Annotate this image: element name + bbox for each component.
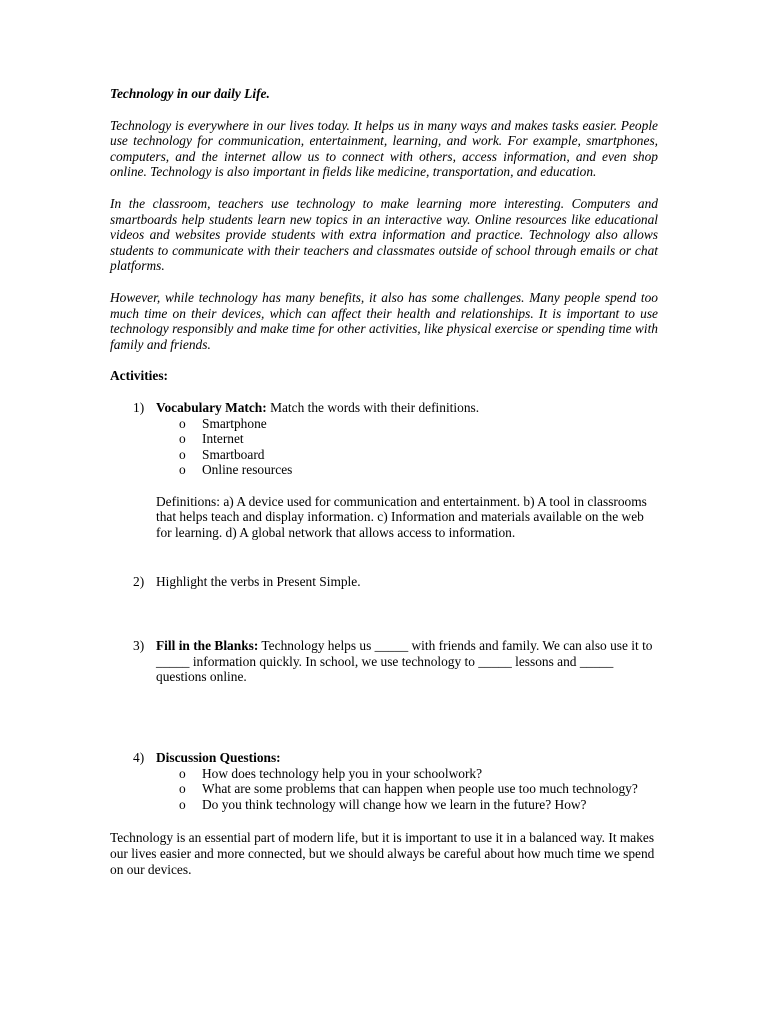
list-item: o Online resources [179, 462, 293, 478]
list-item: o Smartboard [179, 446, 265, 462]
activity-fill-blanks [110, 638, 658, 685]
challenges-paragraph: However, while technology has many benefits, it also has some challenges. Many people spend too much time on their devices, which can affect their health and relationships. It is important to use technology responsibly and make time for other activities, like physical exercise or spending time with family and friends. [110, 289, 658, 352]
activity-vocabulary-match [110, 400, 658, 541]
activity-number: 3) [133, 638, 145, 654]
activity-instruction [156, 400, 658, 416]
bullet-icon: o [179, 781, 186, 797]
activity-number: 4) [133, 750, 145, 766]
list-item: o Internet [179, 431, 244, 447]
bullet-icon: o [179, 415, 186, 431]
activity-number: 1) [133, 399, 145, 415]
document-title: Technology in our daily Life. [110, 86, 270, 101]
discussion-list [156, 766, 658, 813]
activity-label: Discussion Questions: [156, 750, 281, 766]
activity-instruction [156, 750, 658, 766]
definitions-text: Definitions: a) A device used for communication and entertainment. b) A tool in classrooms that helps teach and display information. c) Information and materials available on the web for learning. d) A global network that allows access to information. [156, 493, 647, 541]
activity-text: Match the words with their definitions. [266, 399, 480, 415]
bullet-icon: o [179, 462, 186, 478]
intro-paragraph: Technology is everywhere in our lives today. It helps us in many ways and makes tasks easier. People use technology for communication, entertainment, learning, and work. For example, smartphones, computers, and the internet allow us to connect with others, access information, and even shop online. Technology is also important in fields like medicine, transportation, and education. [110, 117, 658, 180]
closing-paragraph: Technology is an essential part of modern life, but it is important to use it in a balanced way. It makes our lives easier and more connected, but we should always be careful about how much time we spend on our devices. [110, 830, 655, 877]
activity-instruction: Highlight the verbs in Present Simple. [156, 573, 361, 589]
bullet-icon: o [179, 431, 186, 447]
list-item: o Smartphone [179, 415, 267, 431]
bullet-icon: o [179, 765, 186, 781]
classroom-paragraph: In the classroom, teachers use technology to make learning more interesting. Computers and smartboards help students learn new topics in an interactive way. Online resources like educational videos and websites provide students with extra information and practice. Technology also allows students to communicate with their teachers and classmates outside of school through emails or chat platforms. [110, 195, 658, 274]
activity-highlight-verbs [110, 574, 658, 590]
vocabulary-list [156, 416, 658, 478]
bullet-icon: o [179, 446, 186, 462]
activity-discussion [110, 750, 658, 812]
activity-label: Fill in the Blanks: [156, 638, 259, 654]
bullet-icon: o [179, 796, 186, 812]
list-item: o How does technology help you in your schoolwork? [179, 765, 483, 781]
activities-heading: Activities: [110, 368, 169, 384]
activity-number: 2) [133, 573, 145, 589]
list-item: o Do you think technology will change how we learn in the future? How? [179, 796, 587, 812]
activity-label: Vocabulary Match: [156, 399, 267, 415]
activity-text: Technology helps us _____ with friends and family. We can also use it to _____ information quickly. In school, we use technology to _____ lessons and _____ questions online. [156, 638, 653, 685]
list-item: o What are some problems that can happen when people use too much technology? [179, 781, 638, 797]
activity-instruction [156, 638, 658, 685]
